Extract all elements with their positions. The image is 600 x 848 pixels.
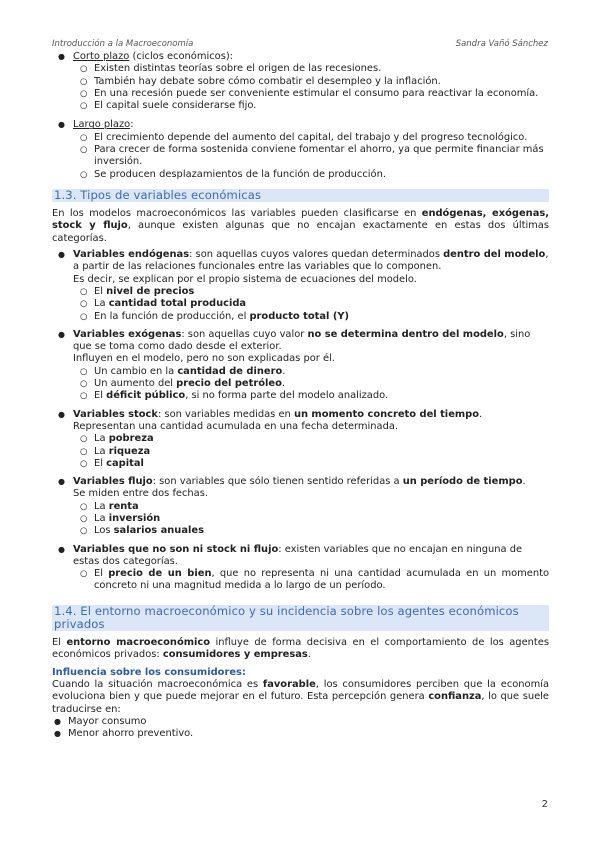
sub-item-bold: precio de un bien xyxy=(108,568,212,580)
sub-item xyxy=(73,366,549,378)
bullet-icon xyxy=(58,119,65,131)
sub-item-text: Existen distintas teorías sobre el origen de las recesiones. xyxy=(94,63,382,75)
sub-item-text: En la función de producción, el xyxy=(94,310,250,322)
sub-item-text: En una recesión puede ser conveniente estimular el consumo para reactivar la economía. xyxy=(94,87,539,99)
item-text: : son variables medidas en xyxy=(157,408,294,420)
page-number: 2 xyxy=(541,799,548,810)
circle-bullet-icon xyxy=(80,169,87,181)
section-paragraph xyxy=(52,679,549,716)
item-text: , sino que se toma como dado desde el exterior. xyxy=(73,328,531,353)
sub-item-bold: cantidad total producida xyxy=(108,298,247,310)
item-text: (ciclos económicos): xyxy=(129,51,234,62)
header-right: Sandra Vañó Sánchez xyxy=(455,39,548,49)
sub-item-text: El xyxy=(94,390,107,402)
sub-item xyxy=(73,390,549,402)
bullet-icon xyxy=(58,329,65,341)
sub-item xyxy=(73,513,549,525)
sub-item-text: , si no forma parte del modelo analizado. xyxy=(185,390,389,402)
sub-item-text: La xyxy=(94,513,109,524)
list-item xyxy=(52,51,549,112)
item-label: Variables endógenas xyxy=(73,249,190,261)
sub-item-text: El xyxy=(94,457,107,469)
sub-list xyxy=(73,433,549,470)
para-text: Cuando la situación macroeconómica es xyxy=(52,679,263,691)
para-bold: confianza xyxy=(428,691,482,703)
item-text: . xyxy=(522,476,526,488)
item-text: : son variables que sólo tienen sentido referidas a xyxy=(152,476,403,488)
sub-item-text: , que no representa ni una cantidad acumulada en un momento concreto ni una magnitud medida a lo largo de un período. xyxy=(94,568,549,592)
sub-list xyxy=(73,568,549,593)
item-line: Representan una cantidad acumulada en una fecha determinada. xyxy=(73,420,399,432)
sub-list xyxy=(73,286,549,323)
sub-item-text: Para crecer de forma sostenida conviene fomentar el ahorro, ya que permite financiar más inversión. xyxy=(94,144,544,168)
sub-item xyxy=(73,433,549,445)
para-text: . xyxy=(307,649,311,661)
sub-item-bold: producto total (Y) xyxy=(249,310,349,322)
list-item xyxy=(52,728,549,740)
sub-item xyxy=(73,63,549,75)
para-bold: entorno macroeconómico xyxy=(66,637,211,649)
sub-item-bold: déficit público xyxy=(106,390,186,402)
sub-list xyxy=(73,132,549,181)
list-item xyxy=(52,716,549,728)
item-bold: no se determina dentro del modelo xyxy=(307,328,504,340)
circle-bullet-icon xyxy=(80,568,87,580)
para-text: , lo que suele traducirse en: xyxy=(52,691,549,715)
circle-bullet-icon xyxy=(80,390,87,402)
item-bold: dentro del modelo xyxy=(443,249,546,261)
sub-item xyxy=(73,446,549,458)
sub-item-text: La xyxy=(94,500,109,512)
sub-item xyxy=(73,458,549,470)
item-text: : son aquellas cuyo valor xyxy=(181,328,308,340)
item-text: : son aquellas cuyos valores quedan determinados xyxy=(189,249,444,261)
sub-item-text: También hay debate sobre cómo combatir el desempleo y la inflación. xyxy=(94,75,441,87)
bullet-icon xyxy=(58,476,65,488)
item-bold: un momento concreto del tiempo xyxy=(293,408,480,420)
item-label: Variables exógenas xyxy=(73,328,182,340)
sub-item-text: La xyxy=(94,433,109,445)
sub-item xyxy=(73,144,549,169)
sub-item xyxy=(73,298,549,310)
circle-bullet-icon xyxy=(80,76,87,88)
item-bold: un período de tiempo xyxy=(402,476,523,488)
item-label: Variables stock xyxy=(73,408,158,420)
sub-item-text: Un cambio en la xyxy=(94,365,178,377)
sub-item-text: La xyxy=(94,298,109,310)
sub-list xyxy=(73,501,549,538)
para-bold: consumidores y empresas xyxy=(162,649,308,661)
page-content xyxy=(52,51,549,741)
para-bold: favorable xyxy=(262,679,316,691)
list-item xyxy=(52,544,549,593)
para-text: , los consumidores perciben que la economía evoluciona bien y que puede mejorar en el futuro. Esta percepción genera xyxy=(52,679,550,703)
item-title: Corto plazo xyxy=(73,51,130,62)
sub-item-bold: salarios anuales xyxy=(113,525,204,537)
circle-bullet-icon xyxy=(80,525,87,537)
consumer-effects-list xyxy=(52,716,549,741)
list-item xyxy=(52,329,549,403)
sub-list xyxy=(73,366,549,403)
header-left: Introducción a la Macroeconomía xyxy=(52,39,194,49)
intro-text: En los modelos macroeconómicos las variables pueden clasificarse en xyxy=(52,208,422,220)
sub-item-bold: inversión xyxy=(108,513,161,524)
sub-item-text: La xyxy=(94,445,109,457)
circle-bullet-icon xyxy=(80,100,87,112)
circle-bullet-icon xyxy=(80,513,87,525)
bullet-icon xyxy=(54,728,61,740)
item-line: Es decir, se explican por el propio sistema de ecuaciones del modelo. xyxy=(73,273,417,285)
para-text: El xyxy=(52,637,67,649)
circle-bullet-icon xyxy=(80,433,87,445)
sub-item-text: El capital suele considerarse fijo. xyxy=(94,100,257,112)
sub-list xyxy=(73,63,549,112)
circle-bullet-icon xyxy=(80,311,87,323)
bullet-icon xyxy=(58,249,65,261)
item-text: Mayor consumo xyxy=(68,715,147,727)
sub-item-text: El crecimiento depende del aumento del capital, del trabajo y del progreso tecnológico. xyxy=(94,131,528,143)
list-item xyxy=(52,249,549,323)
variable-types-list xyxy=(52,249,549,593)
list-item xyxy=(52,119,549,180)
circle-bullet-icon xyxy=(80,501,87,513)
item-text: : existen variables que no encajan en ninguna de estas dos categorías. xyxy=(73,543,523,567)
sub-item-bold: capital xyxy=(106,457,144,469)
sub-item-bold: pobreza xyxy=(108,433,154,445)
item-text: Menor ahorro preventivo. xyxy=(68,728,194,740)
circle-bullet-icon xyxy=(80,286,87,298)
circle-bullet-icon xyxy=(80,446,87,458)
sub-item-bold: nivel de precios xyxy=(106,285,195,297)
sub-item-text: . xyxy=(282,365,286,377)
sub-item-bold: renta xyxy=(108,500,139,512)
list-item xyxy=(52,409,549,470)
bullet-icon xyxy=(58,409,65,421)
sub-item xyxy=(73,311,549,323)
circle-bullet-icon xyxy=(80,298,87,310)
intro-text: , aunque existen algunas que no encajan exactamente en estas dos últimas categorías. xyxy=(52,220,549,244)
item-text: . xyxy=(479,408,483,420)
bullet-icon xyxy=(54,716,61,728)
circle-bullet-icon xyxy=(80,378,87,390)
circle-bullet-icon xyxy=(80,366,87,378)
intro-bold: endógenas, exógenas, stock y flujo xyxy=(52,208,549,232)
item-title: Largo plazo xyxy=(73,119,131,131)
bullet-icon xyxy=(58,51,65,63)
sub-item-text: El xyxy=(94,568,109,580)
item-line: Se miden entre dos fechas. xyxy=(73,488,209,500)
item-text: : xyxy=(130,119,134,131)
sub-item xyxy=(73,501,549,513)
sub-item xyxy=(73,378,549,390)
circle-bullet-icon xyxy=(80,63,87,75)
item-line: Influyen en el modelo, pero no son explicadas por él. xyxy=(73,353,335,365)
item-label: Variables flujo xyxy=(73,476,153,488)
sub-item xyxy=(73,525,549,537)
sub-item-bold: cantidad de dinero xyxy=(177,365,283,377)
para-text: influye de forma decisiva en el comportamiento de los agentes económicos privados: xyxy=(52,637,549,661)
section-paragraph xyxy=(52,637,549,662)
circle-bullet-icon xyxy=(80,88,87,100)
sub-item xyxy=(73,76,549,88)
sub-item xyxy=(73,88,549,100)
bullet-icon xyxy=(58,544,65,556)
horizon-list xyxy=(52,51,549,181)
subheading: Influencia sobre los consumidores: xyxy=(52,666,246,678)
sub-item xyxy=(73,286,549,298)
section-heading: 1.4. El entorno macroeconómico y su incidencia sobre los agentes económicos privados xyxy=(52,605,549,631)
circle-bullet-icon xyxy=(80,132,87,144)
sub-item xyxy=(73,132,549,144)
section-intro xyxy=(52,208,549,245)
sub-item-text: El xyxy=(94,285,107,297)
sub-item-text: Se producen desplazamientos de la función de producción. xyxy=(94,168,386,180)
sub-item-bold: riqueza xyxy=(108,445,151,457)
circle-bullet-icon xyxy=(80,144,87,156)
sub-item xyxy=(73,568,549,593)
sub-item-bold: precio del petróleo xyxy=(176,378,282,390)
list-item xyxy=(52,476,549,537)
item-label: Variables que no son ni stock ni flujo xyxy=(73,543,279,555)
sub-item-text: . xyxy=(281,378,286,390)
section-heading: 1.3. Tipos de variables económicas xyxy=(52,189,549,202)
sub-item xyxy=(73,169,549,181)
circle-bullet-icon xyxy=(80,458,87,470)
item-text: , a partir de las relaciones funcionales entre las variables que lo componen. xyxy=(73,249,549,273)
sub-item-text: Los xyxy=(94,525,114,537)
sub-item-text: Un aumento del xyxy=(94,378,177,390)
sub-item xyxy=(73,100,549,112)
page-header xyxy=(52,38,548,50)
